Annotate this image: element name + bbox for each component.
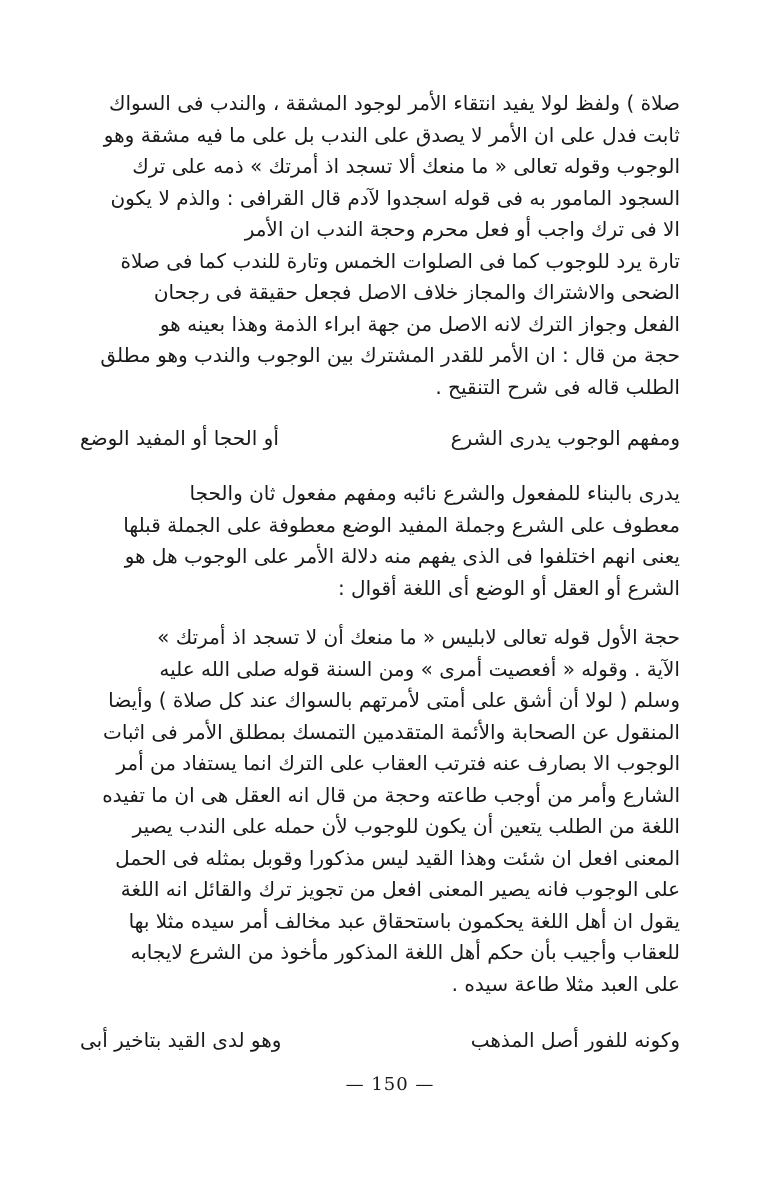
text-line: الشرع أو العقل أو الوضع أى اللغة أقوال : (337, 575, 680, 600)
verse-second-hemistich: وهو لدى القيد بتاخير أبى (80, 1028, 282, 1052)
text-line: الطلب قاله فى شرح التنقيح . (435, 374, 680, 399)
text-line: يقول ان أهل اللغة يحكمون باستحقاق عبد مخالف أمر سيده مثلا بها (128, 908, 680, 933)
text-line: معطوف على الشرع وجملة المفيد الوضع معطوفة على الجملة قبلها (123, 512, 680, 537)
verse-first-hemistich: وكونه للفور أصل المذهب (470, 1028, 680, 1052)
text-line: حجة الأول قوله تعالى لابليس « ما منعك أن لا تسجد اذ أمرتك » (157, 625, 680, 649)
text-line: الوجوب الا بصارف عنه فترتب العقاب على الترك انما يستفاد من أمر (116, 751, 680, 775)
verse-first-hemistich: ومفهم الوجوب يدرى الشرع (450, 426, 680, 450)
commentary-paragraph-2 (80, 478, 680, 604)
page-number: — 150 — (345, 1074, 435, 1095)
text-line: على العبد مثلا طاعة سيده . (451, 971, 680, 996)
text-line: الآية . وقوله « أفعصيت أمرى » ومن السنة قوله صلى الله عليه (159, 656, 680, 681)
text-line: على الوجوب فانه يصير المعنى افعل من تجويز ترك والقائل انه اللغة (120, 877, 680, 901)
commentary-paragraph-3 (80, 622, 680, 1000)
text-line: حجة من قال : ان الأمر للقدر المشترك بين الوجوب والندب وهو مطلق (100, 343, 680, 367)
text-line: الشارع وأمر من أوجب طاعته وحجة من قال انه العقل هى ان ما تفيده (102, 782, 680, 807)
text-line: المنقول عن الصحابة والأئمة المتقدمين التمسك بمطلق الأمر فى اثبات (102, 719, 680, 744)
text-line: يعنى انهم اختلفوا فى الذى يفهم منه دلالة الأمر على الوجوب هل هو (124, 544, 680, 568)
text-line: يدرى بالبناء للمفعول والشرع نائبه ومفهم مفعول ثان والحجا (189, 481, 680, 505)
text-line: للعقاب وأجيب بأن حكم أهل اللغة المذكور مأخوذ من الشرع لايجابه (130, 940, 680, 964)
text-line: الفعل وجواز الترك لانه الاصل من جهة ابراء الذمة وهذا بعينه هو (159, 311, 680, 336)
text-line: الا فى ترك واجب أو فعل محرم وحجة الندب ان الأمر (244, 217, 680, 241)
text-line: الوجوب وقوله تعالى « ما منعك ألا تسجد اذ أمرتك » ذمه على ترك (132, 154, 680, 178)
text-line: ثابت فدل على ان الأمر لا يصدق على الندب بل على ما فيه مشقة وهو (103, 122, 680, 147)
text-line: المعنى افعل ان شئت وهذا القيد ليس مذكورا وقوبل بمثله فى الحمل (115, 845, 680, 870)
verse-line-2 (80, 1025, 680, 1057)
text-line: السجود المامور به فى قوله اسجدوا لآدم قال القرافى : والذم لا يكون (110, 185, 680, 210)
text-line: تارة يرد للوجوب كما فى الصلوات الخمس وتارة للندب كما فى صلاة (120, 248, 680, 273)
commentary-paragraph-1 (80, 88, 680, 403)
text-line: وسلم ( لولا أن أشق على أمتى لأمرتهم بالسواك عند كل صلاة ) وأيضا (108, 688, 680, 712)
verse-line-1 (80, 423, 680, 455)
text-line: صلاة ) ولفظ لولا يفيد انتقاء الأمر لوجود المشقة ، والندب فى السواك (108, 91, 680, 115)
verse-second-hemistich: أو الحجا أو المفيد الوضع (80, 426, 279, 450)
text-line: الضحى والاشتراك والمجاز خلاف الاصل فجعل حقيقة فى رجحان (153, 280, 680, 304)
text-line: اللغة من الطلب يتعين أن يكون للوجوب لأن حمله على الندب يصير (132, 814, 680, 838)
